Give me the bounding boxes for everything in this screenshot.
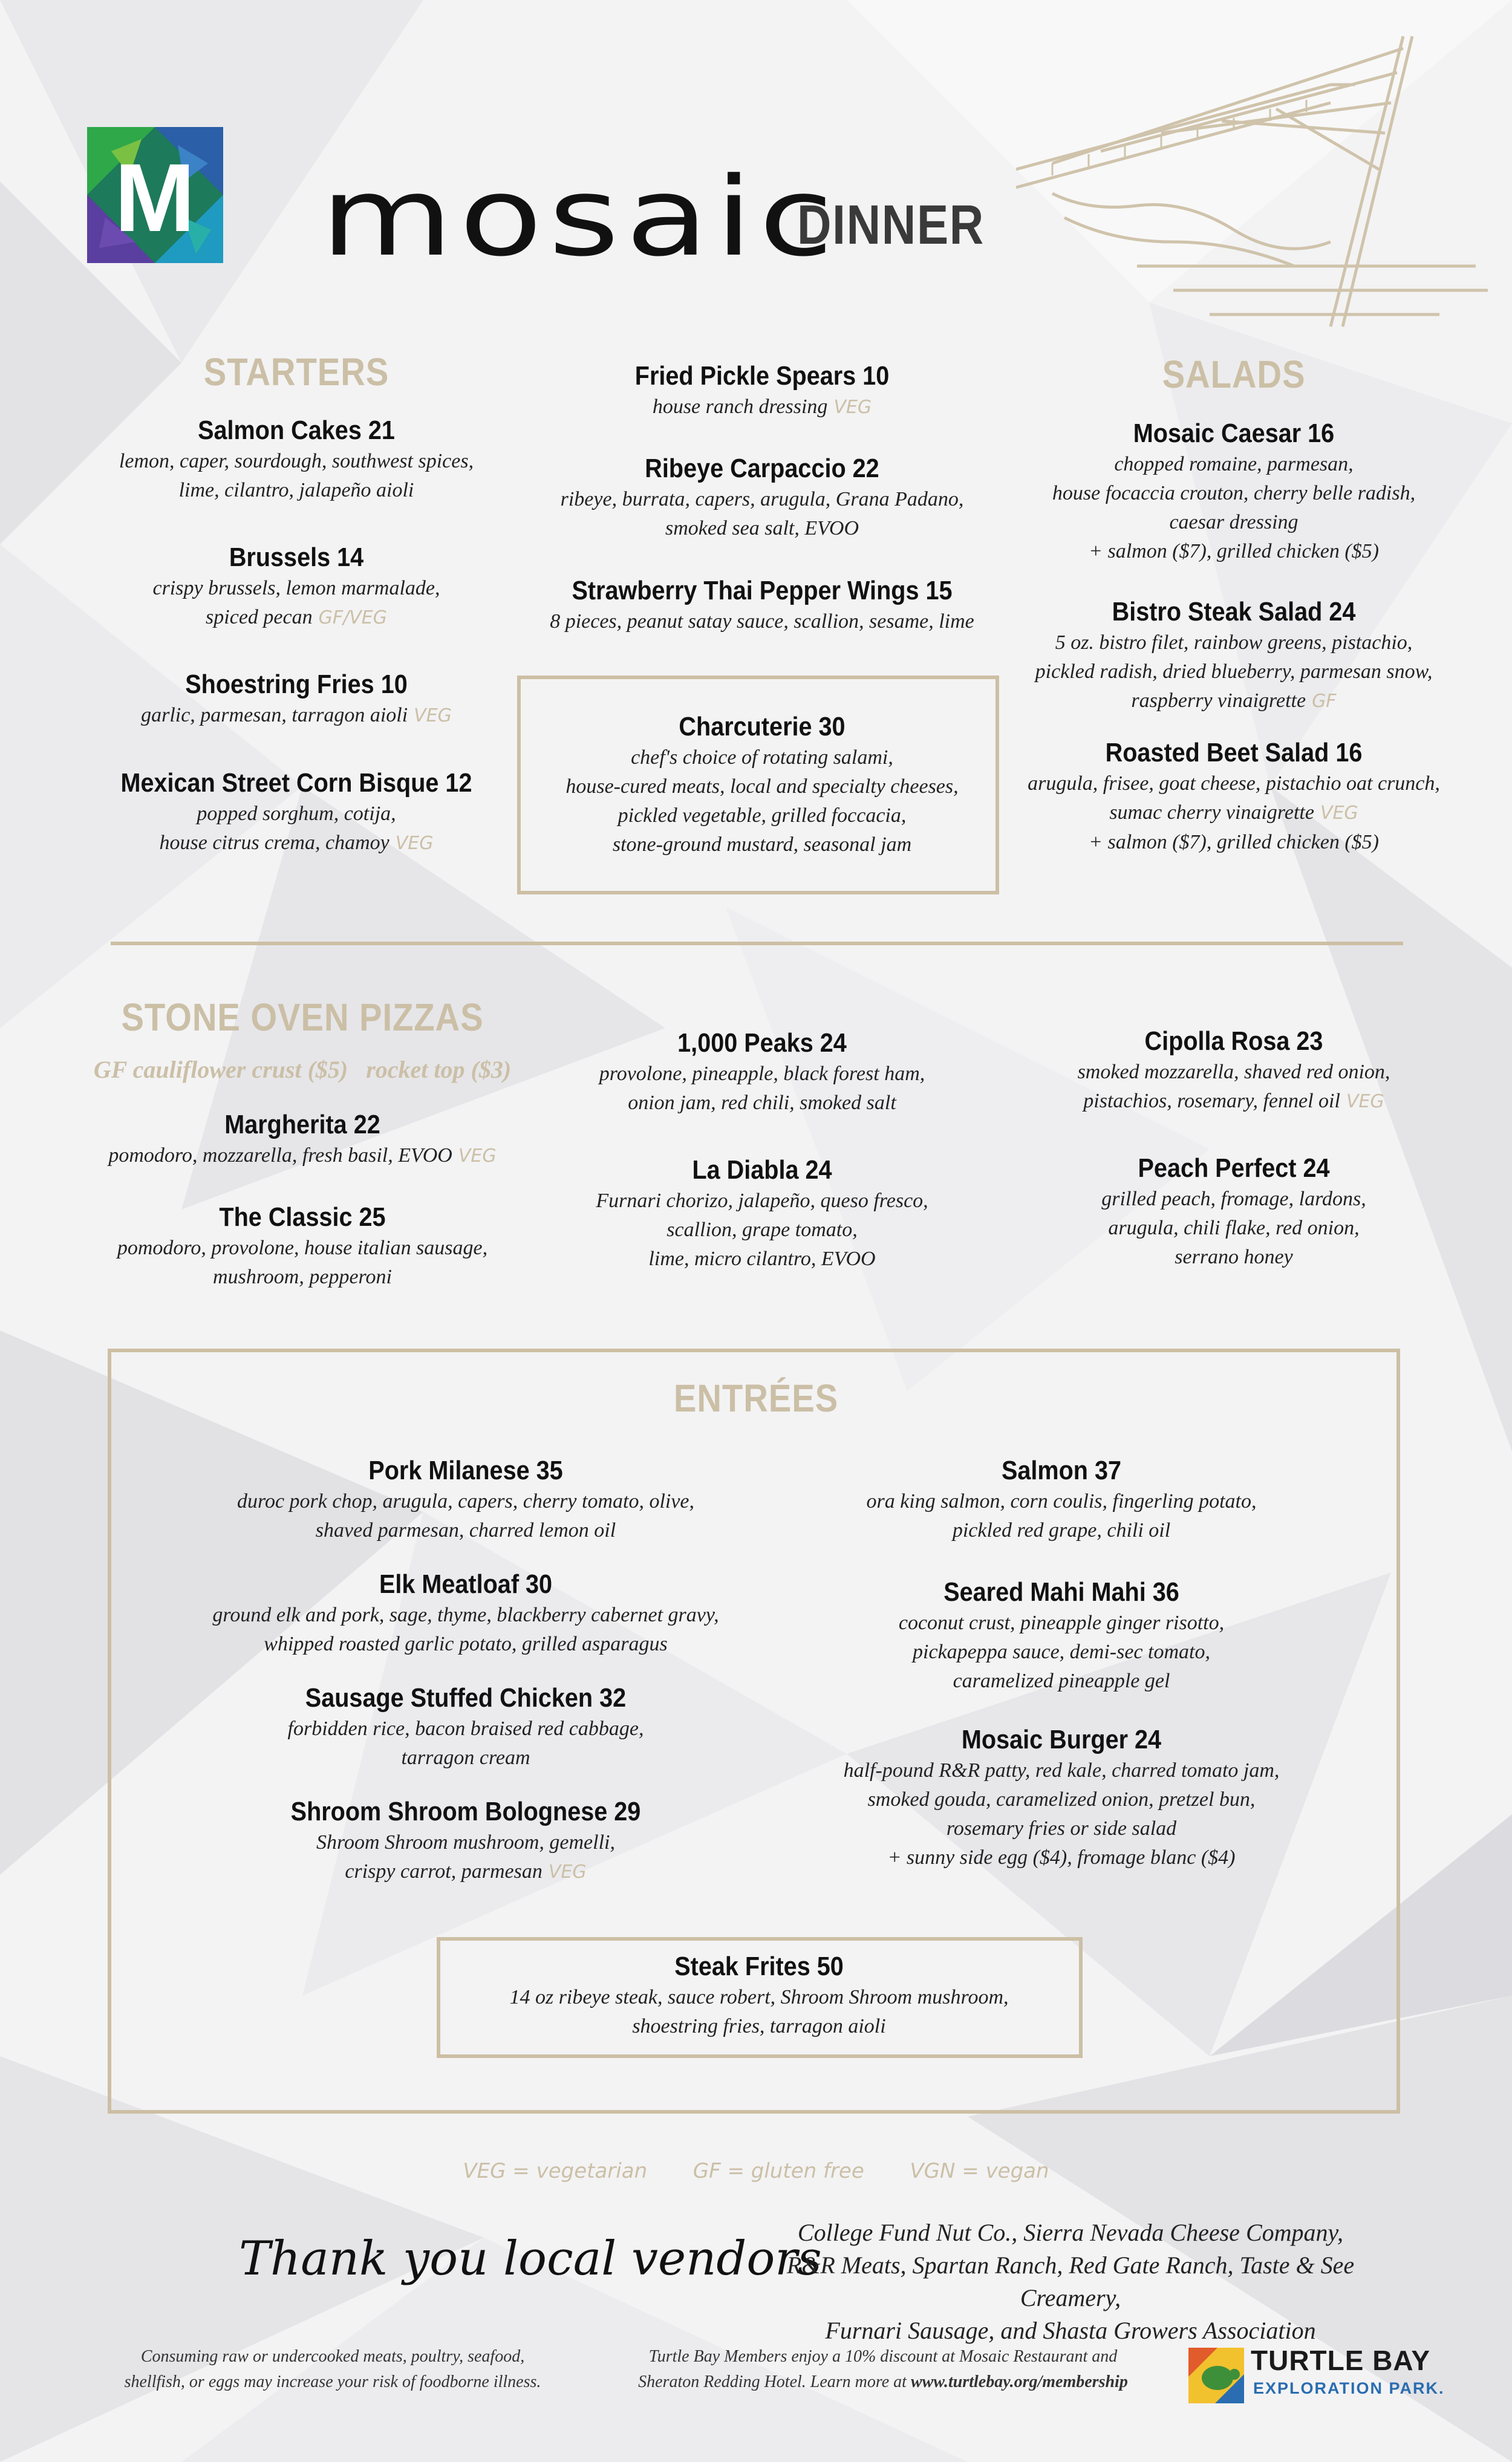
turtle-bay-title: TURTLE BAY [1251,2345,1431,2376]
menu-item: La Diabla 24 Furnari chorizo, jalapeño, queso fresco, scallion, grape tomato, lime, micro cilantro, EVOO [596,1155,928,1270]
menu-item: Bistro Steak Salad 24 5 oz. bistro filet, rainbow greens, pistachio, pickled radish, dried blueberry, parmesan snow, raspberry vinaigrette GF [1035,597,1433,712]
menu-item: Salmon Cakes 21 lemon, caper, sourdough, southwest spices, lime, cilantro, jalapeño aioli [119,415,474,501]
menu-item: Fried Pickle Spears 10 house ranch dressing VEG [634,361,890,418]
dietary-tag: VEG [395,833,434,854]
starters-heading: STARTERS [203,350,389,394]
svg-text:M: M [114,143,195,252]
menu-item: 1,000 Peaks 24 provolone, pineapple, black forest ham, onion jam, red chili, smoked salt [599,1028,925,1114]
featured-item: Charcuterie 30 chef's choice of rotating salami, house-cured meats, local and specialty cheeses, pickled vegetable, grilled foccacia, stone-ground mustard, seasonal jam [565,712,959,856]
menu-item: Mosaic Caesar 16 chopped romaine, parmesan, house focaccia crouton, cherry belle radish, caesar dressing + salmon ($7), grilled chicken ($5) [1052,418,1416,562]
pizzas-heading: STONE OVEN PIZZAS [121,995,484,1039]
menu-item: Ribeye Carpaccio 22 ribeye, burrata, capers, arugula, Grana Padano, smoked sea salt, EVOO [560,454,964,539]
menu-item: Pork Milanese 35 duroc pork chop, arugula, capers, cherry tomato, olive, shaved parmesan, charred lemon oil [236,1456,695,1542]
turtle-bay-subtitle: EXPLORATION PARK. [1253,2379,1445,2397]
menu-item: Mexican Street Corn Bisque 12 popped sorghum, cotija, house citrus crema, chamoy VEG [120,768,472,854]
membership-note: Turtle Bay Members enjoy a 10% discount at Mosaic Restaurant and Sheraton Redding Hotel. Learn more at www.turtlebay.org/membership [638,2347,1128,2391]
menu-item: Brussels 14 crispy brussels, lemon marmalade, spiced pecan GF/VEG [152,542,440,628]
sundial-bridge-illustration [1016,12,1500,351]
mosaic-wordmark: mosaic [321,154,840,281]
turtle-bay-logo-icon [1187,2346,1245,2405]
dietary-tag: VEG [1346,1091,1384,1112]
menu-item: Cipolla Rosa 23 smoked mozzarella, shaved red onion, pistachios, rosemary, fennel oil VEG [1077,1026,1390,1112]
menu-item: Strawberry Thai Pepper Wings 15 8 pieces, peanut satay sauce, scallion, sesame, lime [550,576,974,633]
menu-item: Roasted Beet Salad 16 arugula, frisee, goat cheese, pistachio oat crunch, sumac cherry vinaigrette VEG + salmon ($7), grilled chicken ($5) [1028,738,1440,853]
menu-type-title: DINNER [797,194,985,256]
entrees-heading: ENTRÉES [673,1376,839,1420]
section-divider [111,942,1403,945]
dietary-tag: VEG [548,1861,587,1883]
menu-item: Elk Meatloaf 30 ground elk and pork, sage, thyme, blackberry cabernet gravy, whipped roasted garlic potato, grilled asparagus [212,1569,719,1655]
menu-item: Shroom Shroom Bolognese 29 Shroom Shroom mushroom, gemelli, crispy carrot, parmesan VEG [290,1797,641,1883]
menu-item: Peach Perfect 24 grilled peach, fromage, lardons, arugula, chili flake, red onion, serrano honey [1101,1153,1366,1268]
dietary-tag: GF [1312,691,1337,712]
featured-item: Steak Frites 50 14 oz ribeye steak, sauce robert, Shroom Shroom mushroom, shoestring fries, tarragon aioli [509,1952,1009,2037]
salads-heading: SALADS [1162,353,1306,396]
dietary-tag: GF/VEG [318,607,387,628]
menu-item: The Classic 25 pomodoro, provolone, house italian sausage, mushroom, pepperoni [117,1202,488,1288]
membership-link[interactable]: www.turtlebay.org/membership [910,2372,1128,2391]
menu-item: Sausage Stuffed Chicken 32 forbidden rice, bacon braised red cabbage, tarragon cream [287,1683,644,1769]
dietary-tag: VEG [414,705,452,726]
dietary-legend: VEG = vegetarian GF = gluten free VGN = vegan [463,2159,1049,2183]
menu-item: Shoestring Fries 10 garlic, parmesan, tarragon aioli VEG [141,669,452,726]
dietary-tag: VEG [1320,803,1358,824]
menu-item: Seared Mahi Mahi 36 coconut crust, pineapple ginger risotto, pickapeppa sauce, demi-sec tomato, caramelized pineapple gel [898,1577,1225,1692]
pizza-options-note: GF cauliflower crust ($5) rocket top ($3) [93,1056,512,1083]
dietary-tag: VEG [458,1145,497,1167]
thank-you-vendors-heading: Thank you local vendors [239,2232,822,2286]
food-safety-warning: Consuming raw or undercooked meats, poultry, seafood, shellfish, or eggs may increase your risk of foodborne illness. [124,2347,541,2391]
menu-item: Mosaic Burger 24 half-pound R&R patty, red kale, charred tomato jam, smoked gouda, caramelized onion, pretzel bun, rosemary fries or side salad + sunny side egg ($4), fromage blanc ($4) [843,1725,1280,1869]
vendor-list: College Fund Nut Co., Sierra Nevada Cheese Company, R&R Meats, Spartan Ranch, Red Gate Ranch, Taste & See Creamery, Furnari Sausage, and Shasta Growers Association [786,2219,1355,2344]
menu-item: Salmon 37 ora king salmon, corn coulis, fingerling potato, pickled red grape, chili oil [866,1456,1257,1542]
dietary-tag: VEG [833,397,872,418]
mosaic-logo-icon [87,127,223,263]
menu-item: Margherita 22 pomodoro, mozzarella, fresh basil, EVOO VEG [108,1110,497,1167]
